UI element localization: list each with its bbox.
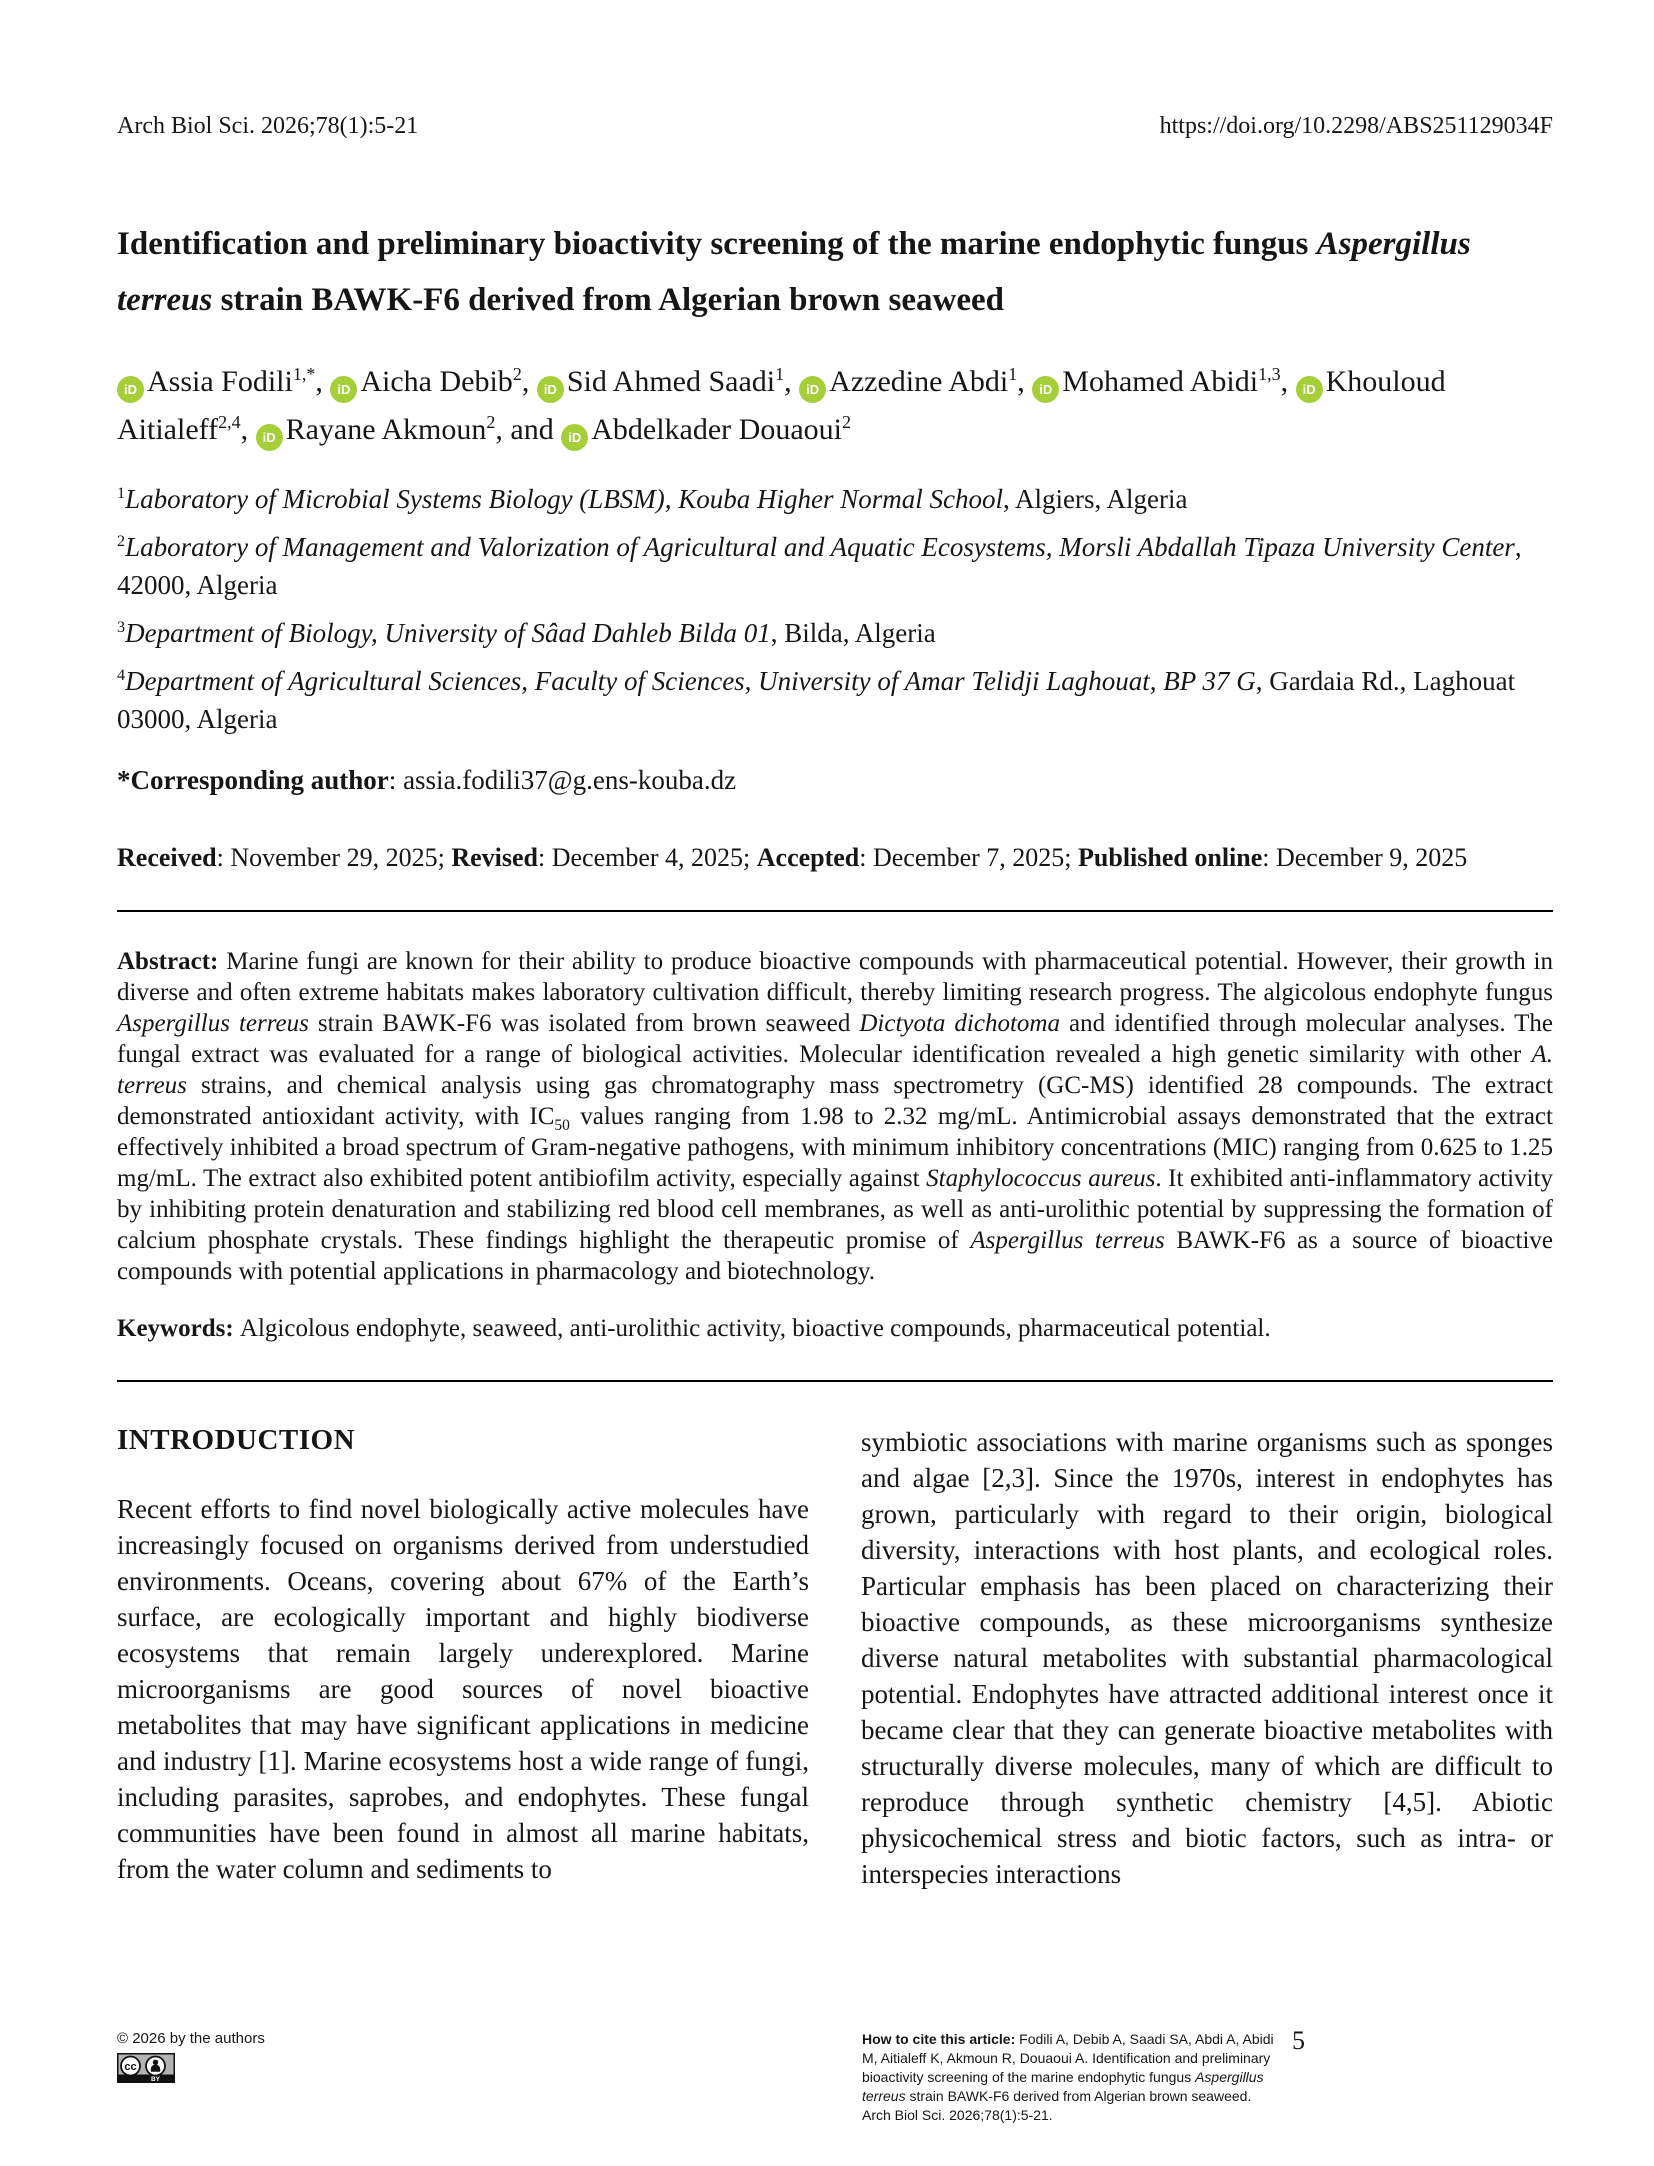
author-separator: ,: [240, 413, 256, 446]
author-entry: [799, 365, 1032, 398]
orcid-icon[interactable]: iD: [1296, 376, 1323, 403]
date-received-label: Received: [117, 843, 217, 872]
abstract-label: Abstract:: [117, 948, 227, 975]
corresponding-author-note: [117, 764, 1553, 796]
author-entry: [537, 365, 799, 398]
author-name: Khouloud Aitialeff: [117, 365, 1446, 446]
affiliation-location: , 42000, Algeria: [117, 532, 1522, 600]
affiliation-entry: [117, 480, 1553, 518]
orcid-icon[interactable]: iD: [799, 376, 826, 403]
author-separator: ,: [521, 365, 537, 398]
doi-link[interactable]: https://doi.org/10.2298/ABS251129034F: [1159, 113, 1553, 139]
orcid-icon[interactable]: iD: [537, 376, 564, 403]
dates-line: [117, 842, 1553, 874]
author-separator: ,: [315, 365, 331, 398]
affiliation-institution: Laboratory of Management and Valorization of Agricultural and Aquatic Ecosystems, Morsli Abdallah Tipaza University Center: [125, 532, 1515, 562]
author-entry: [561, 413, 851, 446]
author-entry: [330, 365, 536, 398]
svg-text:BY: BY: [150, 2076, 161, 2083]
affiliation-list: [117, 480, 1553, 738]
affiliation-entry: [117, 614, 1553, 652]
abstract: [117, 946, 1553, 1287]
author-affiliation-marks: 1: [775, 364, 785, 384]
author-entry: [1032, 365, 1295, 398]
author-list: [117, 358, 1553, 454]
orcid-icon[interactable]: iD: [330, 376, 357, 403]
author-separator: ,: [1280, 365, 1296, 398]
author-affiliation-marks: 1,3: [1258, 364, 1281, 384]
author-separator: ,: [784, 365, 800, 398]
orcid-icon[interactable]: iD: [256, 424, 283, 451]
divider: [117, 1380, 1553, 1382]
author-affiliation-marks: 1: [1008, 364, 1018, 384]
author-entry: [256, 413, 562, 446]
date-published-label: Published online: [1078, 843, 1263, 872]
author-entry: [117, 365, 330, 398]
author-name: Mohamed Abidi: [1062, 365, 1259, 398]
page-number: 5: [1292, 2026, 1305, 2055]
date-revised-value: : December 4, 2025;: [537, 843, 757, 872]
intro-paragraph-right: symbiotic associations with marine organisms such as sponges and algae [2,3]. Since the 1970s, interest in endophytes has grown, particularly with regard to their origin, biological diversity, interactions with host plants, and ecological roles. Particular emphasis has been placed on characterizing their bioactive compounds, as these microorganisms synthesize diverse natural metabolites with substantial pharmacological potential. Endophytes have attracted additional interest once it became clear that they can generate bioactive metabolites with structurally diverse molecules, many of which are difficult to reproduce through synthetic chemistry [4,5]. Abiotic physicochemical stress and biotic factors, such as intra- or interspecies interactions: [861, 1427, 1553, 1889]
keywords-text: Algicolous endophyte, seaweed, anti-urolithic activity, bioactive compounds, pharmaceutical potential.: [239, 1315, 1271, 1342]
author-affiliation-marks: 2,4: [218, 412, 241, 432]
svg-text:cc: cc: [124, 2061, 137, 2073]
left-column: [117, 1424, 809, 1892]
author-name: Abdelkader Douaoui: [591, 413, 842, 446]
author-separator: , and: [495, 413, 562, 446]
corresponding-email[interactable]: assia.fodili37@g.ens-kouba.dz: [403, 765, 737, 795]
section-heading: INTRODUCTION: [117, 1424, 356, 1456]
date-accepted-label: Accepted: [756, 843, 860, 872]
author-affiliation-marks: 2: [486, 412, 496, 432]
affiliation-number: 3: [117, 618, 126, 636]
affiliation-number: 2: [117, 532, 126, 550]
divider: [117, 910, 1553, 912]
affiliation-location: , Gardaia Rd., Laghouat 03000, Algeria: [117, 666, 1516, 734]
author-name: Sid Ahmed Saadi: [566, 365, 776, 398]
intro-paragraph-left: Recent efforts to find novel biologically active molecules have increasingly focused on organisms derived from understudied environments. Oceans, covering about 67% of the Earth’s surface, are ecologically important and highly biodiverse ecosystems that remain largely underexplored. Marine microorganisms are good sources of novel bioactive metabolites that may have significant applications in medicine and industry [1]. Marine ecosystems host a wide range of fungi, including parasites, saprobes, and endophytes. These fungal communities have been found in almost all marine habitats, from the water column and sediments to: [117, 1494, 809, 1884]
orcid-icon[interactable]: iD: [1032, 376, 1059, 403]
affiliation-number: 1: [117, 484, 126, 502]
affiliation-location: , Bilda, Algeria: [770, 618, 936, 648]
affiliation-institution: Department of Agricultural Sciences, Faculty of Sciences, University of Amar Telidji Laghouat, BP 37 G: [125, 666, 1256, 696]
cc-by-license-badge[interactable]: [117, 2053, 265, 2088]
license-block: [117, 2030, 265, 2088]
affiliation-institution: Department of Biology, University of Sâad Dahleb Bilda 01: [125, 618, 771, 648]
article-title: Identification and preliminary bioactivity screening of the marine endophytic fungus Aspergillus terreus strain BAWK-F6 derived from Algerian brown seaweed: [117, 226, 1471, 318]
copyright-notice: © 2026 by the authors: [117, 2030, 265, 2047]
corresponding-author-label: *Corresponding author: [117, 765, 389, 795]
author-affiliation-marks: 1,*: [292, 364, 316, 384]
journal-reference: Arch Biol Sci. 2026;78(1):5-21: [117, 113, 419, 139]
author-name: Aicha Debib: [360, 365, 513, 398]
abstract-text: Marine fungi are known for their ability to produce bioactive compounds with pharmaceutical potential. However, their growth in diverse and often extreme habitats makes laboratory cultivation difficult, thereby limiting research progress. The algicolous endophyte fungus Aspergillus terreus strain BAWK-F6 was isolated from brown seaweed Dictyota dichotoma and identified through molecular analyses. The fungal extract was evaluated for a range of biological activities. Molecular identification revealed a high genetic similarity with other A. terreus strains, and chemical analysis using gas chromatography mass spectrometry (GC-MS) identified 28 compounds. The extract demonstrated antioxidant activity, with $IC_{50}$ values ranging from 1.98 to 2.32 mg/mL. Antimicrobial assays demonstrated that the extract effectively inhibited a broad spectrum of Gram-negative pathogens, with minimum inhibitory concentrations (MIC) ranging from 0.625 to 1.25 mg/mL. The extract also exhibited potent antibiofilm activity, especially against Staphylococcus aureus. It exhibited anti-inflammatory activity by inhibiting protein denaturation and stabilizing red blood cell membranes, as well as anti-urolithic potential by suppressing the formation of calcium phosphate crystals. These findings highlight the therapeutic promise of Aspergillus terreus BAWK-F6 as a source of bioactive compounds with potential applications in pharmacology and biotechnology.: [117, 948, 1554, 1285]
date-received-value: : November 29, 2025;: [216, 843, 452, 872]
date-accepted-value: : December 7, 2025;: [859, 843, 1079, 872]
affiliation-location: , Algiers, Algeria: [1003, 484, 1188, 514]
date-published-value: : December 9, 2025: [1262, 843, 1468, 872]
affiliation-number: 4: [117, 666, 126, 684]
affiliation-entry: [117, 528, 1553, 604]
keywords: [117, 1313, 1553, 1344]
author-name: Rayane Akmoun: [285, 413, 487, 446]
date-revised-label: Revised: [451, 843, 538, 872]
citation-note: How to cite this article: Fodili A, Debib A, Saadi SA, Abdi A, Abidi M, Aitialeff K, Akmoun R, Douaoui A. Identification and preliminary bioactivity screening of the marine endophytic fungus Aspergillus terreus strain BAWK-F6 derived from Algerian brown seaweed. Arch Biol Sci. 2026;78(1):5-21.: [862, 2031, 1274, 2123]
author-separator: ,: [1017, 365, 1033, 398]
keywords-label: Keywords:: [117, 1315, 240, 1342]
cc-by-icon: [117, 2053, 175, 2083]
introduction-section: [117, 1424, 1553, 1892]
author-affiliation-marks: 2: [512, 364, 522, 384]
corresponding-separator: :: [388, 765, 404, 795]
orcid-icon[interactable]: iD: [561, 424, 588, 451]
orcid-icon[interactable]: iD: [117, 376, 144, 403]
affiliation-institution: Laboratory of Microbial Systems Biology (LBSM), Kouba Higher Normal School: [125, 484, 1004, 514]
right-column: [861, 1424, 1553, 1892]
page-footer: [117, 2026, 1553, 2123]
affiliation-entry: [117, 662, 1553, 738]
page-header: [117, 112, 1553, 140]
author-name: Assia Fodili: [147, 365, 293, 398]
author-affiliation-marks: 2: [841, 412, 851, 432]
author-name: Azzedine Abdi: [829, 365, 1009, 398]
